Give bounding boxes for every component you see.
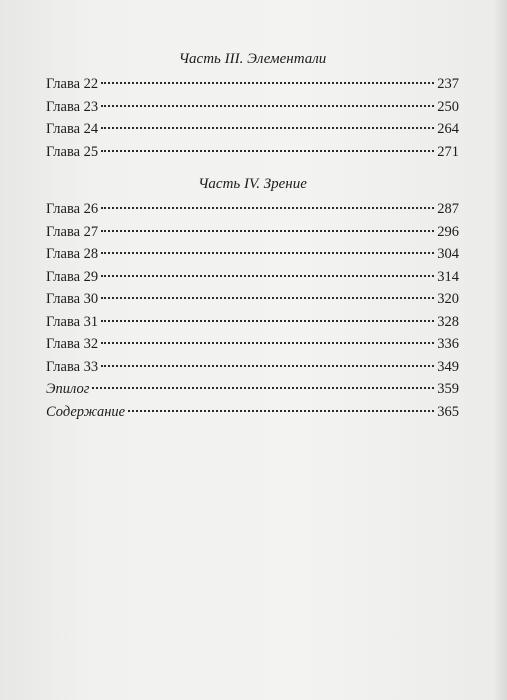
page-edge-shadow [493, 0, 507, 700]
toc-entry-page: 271 [437, 143, 459, 160]
toc-entry-label: Глава 23 [46, 98, 99, 115]
toc-entry-label: Глава 28 [46, 246, 99, 262]
toc-entry-page: 237 [437, 76, 459, 92]
toc-entry-page: 304 [437, 246, 459, 262]
toc-entry-label: Глава 24 [46, 121, 99, 137]
toc-entry [46, 266, 459, 289]
dot-leader [101, 320, 434, 322]
toc-entry-page: 359 [437, 381, 459, 397]
toc-entry-page: 314 [437, 268, 459, 285]
toc-entry [46, 118, 459, 141]
toc-entry [46, 198, 459, 221]
toc-entry-label: Содержание [46, 403, 126, 420]
dot-leader [101, 150, 434, 152]
toc-entry-page: 296 [437, 223, 459, 240]
dot-leader [101, 127, 434, 129]
dot-leader [101, 82, 434, 84]
toc-entry [46, 96, 459, 119]
dot-leader [101, 207, 434, 209]
dot-leader [101, 297, 434, 299]
part-title-4: Часть IV. Зрение [198, 176, 307, 192]
toc-entry [46, 73, 459, 96]
toc-entry [46, 221, 459, 244]
toc-entry-page: 365 [437, 403, 459, 420]
dot-leader [101, 365, 434, 367]
toc-entry [46, 288, 459, 311]
dot-leader [101, 275, 434, 277]
toc-entry [46, 311, 459, 334]
toc-entry-page: 320 [437, 291, 459, 307]
toc-entry-page: 328 [437, 313, 459, 330]
toc-entry-label: Глава 31 [46, 313, 99, 330]
dot-leader [101, 252, 434, 254]
toc-entry-label: Глава 29 [46, 268, 99, 285]
toc-entry-page: 349 [437, 358, 459, 375]
toc-entry-label: Глава 27 [46, 223, 99, 240]
dot-leader [128, 410, 434, 412]
toc-entry [46, 141, 459, 164]
part-title-3: Часть III. Элементали [178, 51, 327, 67]
toc-entry [46, 333, 459, 356]
toc-entry-contents [46, 401, 459, 424]
toc-entry-page: 287 [437, 201, 459, 217]
dot-leader [101, 105, 434, 107]
toc-entry-label: Глава 30 [46, 291, 99, 307]
toc-entry-page: 336 [437, 336, 459, 352]
dot-leader [101, 342, 434, 344]
toc-entry-label: Глава 33 [46, 358, 99, 375]
toc-entry-label: Глава 26 [46, 201, 99, 217]
dot-leader [101, 230, 434, 232]
toc-entry-page: 250 [437, 98, 459, 115]
table-of-contents [46, 48, 459, 423]
toc-entry [46, 356, 459, 379]
toc-entry [46, 243, 459, 266]
toc-entry-label: Глава 32 [46, 336, 99, 352]
toc-entry-epilogue [46, 378, 459, 401]
dot-leader [92, 387, 434, 389]
toc-entry-page: 264 [437, 121, 459, 137]
toc-entry-label: Глава 22 [46, 76, 99, 92]
toc-entry-label: Эпилог [46, 381, 90, 397]
toc-entry-label: Глава 25 [46, 143, 99, 160]
